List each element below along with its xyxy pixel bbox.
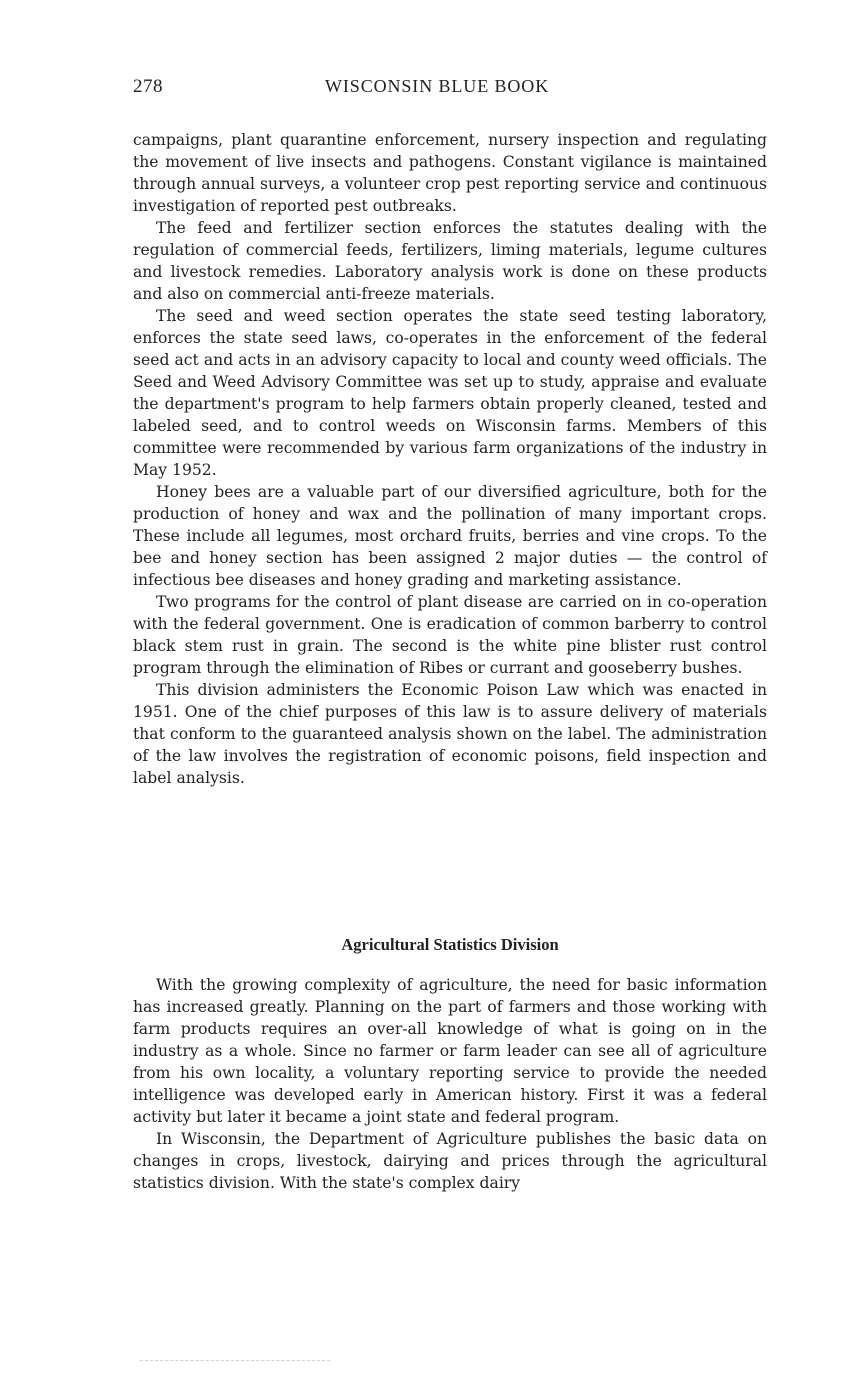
section-body-text [133, 974, 767, 1194]
running-head: WISCONSIN BLUE BOOK [325, 76, 550, 96]
paragraph-in-wisconsin: In Wisconsin, the Department of Agriculture publishes the basic data on changes in crops, livestock, dairying and prices through the agricultural statistics division. With the state's complex dairy [133, 1130, 767, 1192]
paragraph-feed-fertilizer: The feed and fertilizer section enforces the statutes dealing with the regulation of commercial feeds, fertilizers, liming materials, legume cultures and livestock remedies. Laboratory analysis work is done on these products and also on commercial anti-freeze materials. [133, 219, 767, 303]
paragraph-economic-poison: This division administers the Economic Poison Law which was enacted in 1951. One of the chief purposes of this law is to assure delivery of materials that conform to the guaranteed analysis shown on the label. The administration of the law involves the registration of economic poisons, field inspection and label analysis. [133, 681, 767, 787]
page-header [133, 76, 767, 106]
paragraph-seed-weed: The seed and weed section operates the state seed testing laboratory, enforces the state seed laws, co-operates in the enforcement of the federal seed act and acts in an advisory capacity to local and county weed officials. The Seed and Weed Advisory Committee was set up to study, appraise and evaluate the department's program to help farmers obtain properly cleaned, tested and labeled seed, and to control weeds on Wisconsin farms. Members of this committee were recommended by various farm organizations of the industry in May 1952. [133, 307, 767, 479]
page-number: 278 [133, 76, 163, 97]
body-text [133, 129, 767, 789]
scan-artifact-divider [140, 1360, 330, 1363]
paragraph-continued: campaigns, plant quarantine enforcement, nursery inspection and regulating the movement of live insects and pathogens. Constant vigilance is maintained through annual surveys, a volunteer crop pest reporting service and continuous investigation of reported pest outbreaks. [133, 131, 767, 215]
section-heading: Agricultural Statistics Division [341, 935, 559, 954]
paragraph-growing-complexity: With the growing complexity of agriculture, the need for basic information has increased greatly. Planning on the part of farmers and those working with farm products requires an over-all knowledge of what is going on in the industry as a whole. Since no farmer or farm leader can see all of agriculture from his own locality, a voluntary reporting service to provide the needed intelligence was developed early in American history. First it was a federal activity but later it became a joint state and federal program. [133, 976, 767, 1126]
paragraph-honey-bees: Honey bees are a valuable part of our diversified agriculture, both for the production of honey and wax and the pollination of many important crops. These include all legumes, most orchard fruits, berries and vine crops. To the bee and honey section has been assigned 2 major duties — the control of infectious bee diseases and honey grading and marketing assistance. [133, 483, 767, 589]
paragraph-plant-disease: Two programs for the control of plant disease are carried on in co-operation with the federal government. One is eradication of common barberry to control black stem rust in grain. The second is the white pine blister rust control program through the elimination of Ribes or currant and gooseberry bushes. [133, 593, 767, 677]
